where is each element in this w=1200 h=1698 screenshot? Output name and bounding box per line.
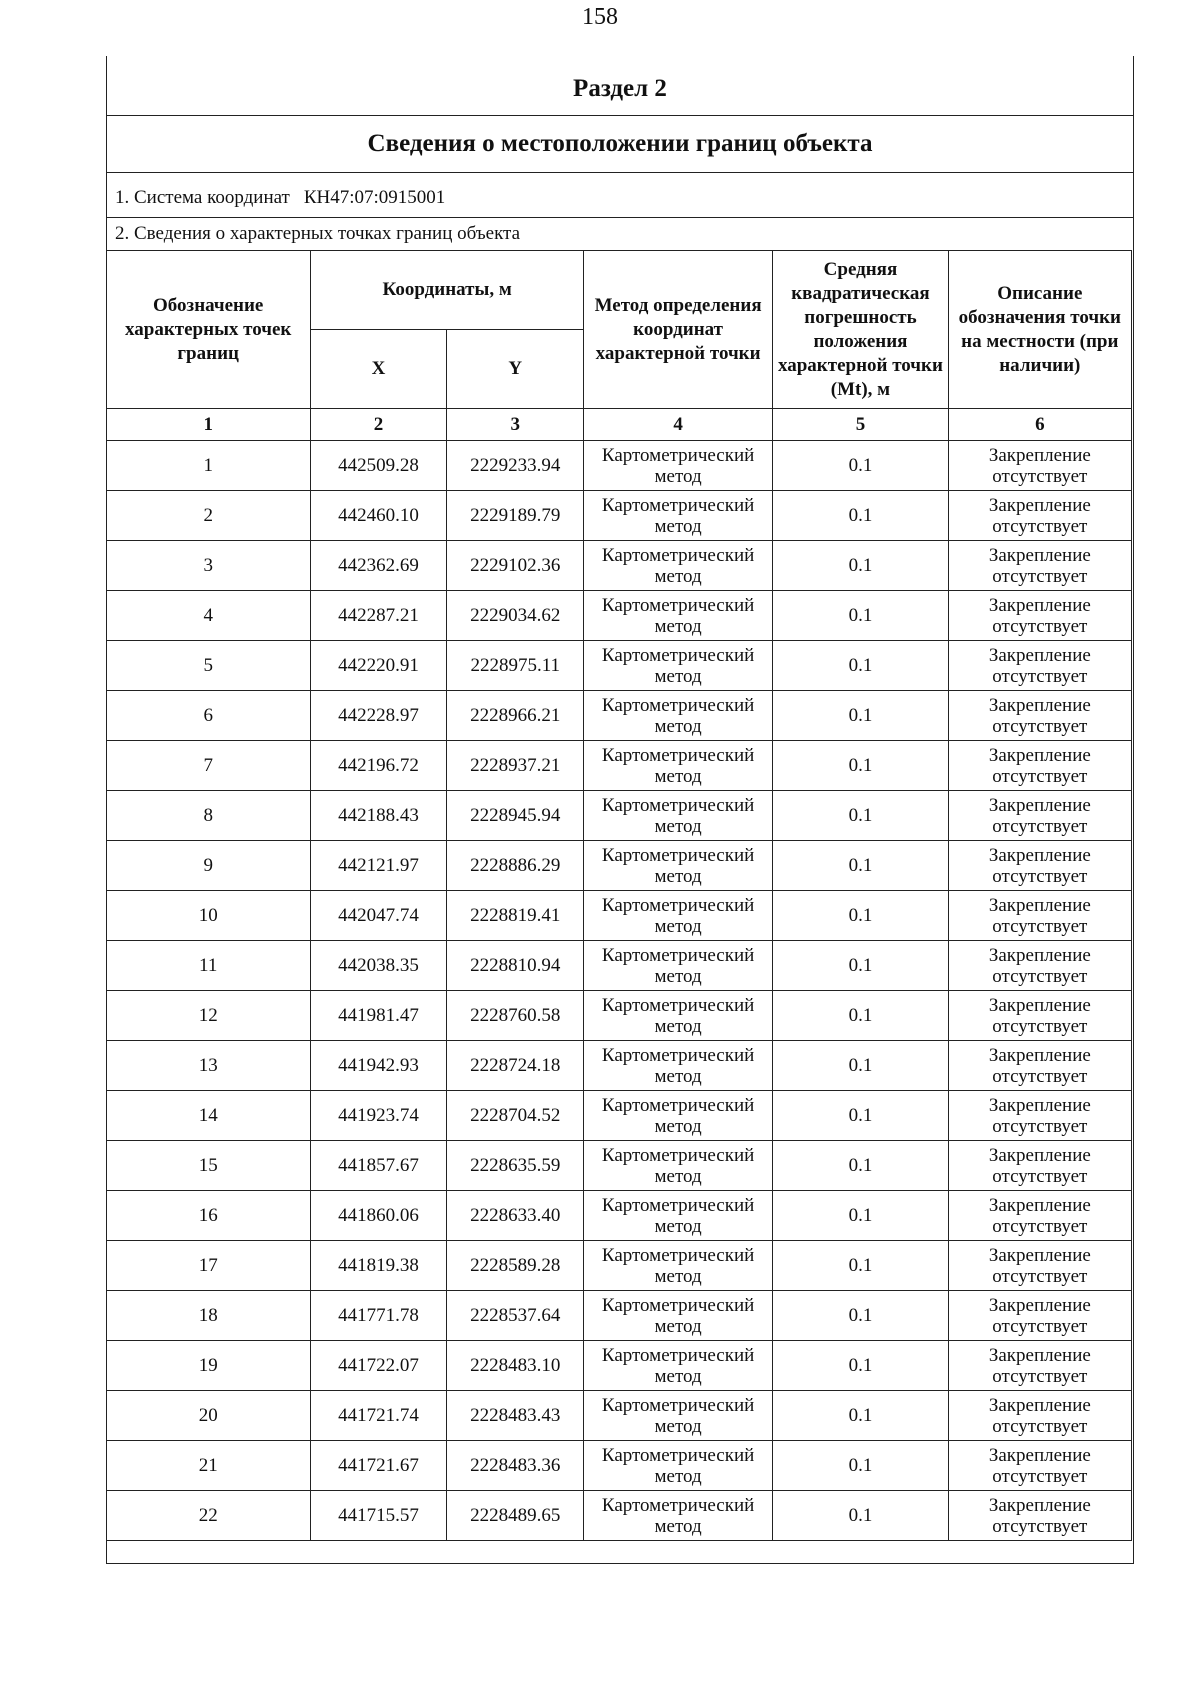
header-coordinates: Координаты, м [310, 251, 584, 330]
cell-y: 2229233.94 [447, 441, 584, 491]
cell-y: 2228724.18 [447, 1041, 584, 1091]
cell-method: Картометрический метод [584, 1091, 772, 1141]
cell-mt: 0.1 [772, 691, 948, 741]
cell-method: Картометрический метод [584, 641, 772, 691]
cell-method: Картометрический метод [584, 1441, 772, 1491]
cell-description: Закрепление отсутствует [949, 791, 1131, 841]
table-row [106, 1141, 1131, 1191]
cell-mt: 0.1 [772, 441, 948, 491]
cell-method: Картометрический метод [584, 1341, 772, 1391]
table-row [106, 491, 1131, 541]
table-row [106, 1291, 1131, 1341]
cell-mt: 0.1 [772, 1241, 948, 1291]
table-row [106, 1241, 1131, 1291]
cell-y: 2228537.64 [447, 1291, 584, 1341]
cell-mt: 0.1 [772, 741, 948, 791]
cell-description: Закрепление отсутствует [949, 491, 1131, 541]
column-number: 6 [949, 409, 1131, 441]
column-number: 2 [310, 409, 446, 441]
cell-mt: 0.1 [772, 641, 948, 691]
table-row [106, 1441, 1131, 1491]
cell-x: 441819.38 [310, 1241, 446, 1291]
cell-method: Картометрический метод [584, 1241, 772, 1291]
cell-mt: 0.1 [772, 791, 948, 841]
cell-method: Картометрический метод [584, 691, 772, 741]
cell-mt: 0.1 [772, 891, 948, 941]
cell-y: 2228633.40 [447, 1191, 584, 1241]
cell-description: Закрепление отсутствует [949, 891, 1131, 941]
cell-x: 441923.74 [310, 1091, 446, 1141]
cell-x: 442362.69 [310, 541, 446, 591]
header-mt: Средняя квадратическая погрешность положения характерной точки (Mt), м [772, 251, 948, 409]
cell-x: 441715.57 [310, 1491, 446, 1541]
cell-mt: 0.1 [772, 491, 948, 541]
cell-x: 441721.74 [310, 1391, 446, 1441]
cell-x: 441721.67 [310, 1441, 446, 1491]
cell-point-number: 2 [106, 491, 310, 541]
cell-y: 2228589.28 [447, 1241, 584, 1291]
column-number: 4 [584, 409, 772, 441]
cell-y: 2228483.10 [447, 1341, 584, 1391]
cell-x: 442509.28 [310, 441, 446, 491]
cell-mt: 0.1 [772, 1391, 948, 1441]
points-table-body [106, 441, 1131, 1541]
cell-y: 2228483.43 [447, 1391, 584, 1441]
cell-x: 442047.74 [310, 891, 446, 941]
cell-point-number: 8 [106, 791, 310, 841]
cell-y: 2228810.94 [447, 941, 584, 991]
cell-method: Картометрический метод [584, 741, 772, 791]
cell-y: 2229102.36 [447, 541, 584, 591]
cell-method: Картометрический метод [584, 891, 772, 941]
cell-description: Закрепление отсутствует [949, 1141, 1131, 1191]
table-row [106, 941, 1131, 991]
section-title: Раздел 2 [107, 56, 1133, 116]
table-row [106, 441, 1131, 491]
cell-y: 2228489.65 [447, 1491, 584, 1541]
cell-point-number: 21 [106, 1441, 310, 1491]
object-title: Сведения о местоположении границ объекта [107, 116, 1133, 173]
cell-description: Закрепление отсутствует [949, 1491, 1131, 1541]
cell-point-number: 9 [106, 841, 310, 891]
cell-description: Закрепление отсутствует [949, 1441, 1131, 1491]
cell-point-number: 20 [106, 1391, 310, 1441]
cell-method: Картометрический метод [584, 991, 772, 1041]
coord-system-line [107, 173, 1133, 218]
cell-point-number: 7 [106, 741, 310, 791]
table-row [106, 1341, 1131, 1391]
header-point-designation: Обозначение характерных точек границ [106, 251, 310, 409]
cell-mt: 0.1 [772, 941, 948, 991]
cell-point-number: 19 [106, 1341, 310, 1391]
cell-point-number: 5 [106, 641, 310, 691]
cell-description: Закрепление отсутствует [949, 441, 1131, 491]
cell-description: Закрепление отсутствует [949, 641, 1131, 691]
cell-description: Закрепление отсутствует [949, 541, 1131, 591]
table-row [106, 1391, 1131, 1441]
header-method: Метод определения координат характерной точки [584, 251, 772, 409]
cell-y: 2228635.59 [447, 1141, 584, 1191]
table-row [106, 841, 1131, 891]
cell-point-number: 6 [106, 691, 310, 741]
cell-mt: 0.1 [772, 1441, 948, 1491]
page-number: 158 [582, 4, 618, 30]
cell-method: Картометрический метод [584, 541, 772, 591]
cell-x: 442220.91 [310, 641, 446, 691]
cell-description: Закрепление отсутствует [949, 991, 1131, 1041]
cell-mt: 0.1 [772, 1291, 948, 1341]
cell-method: Картометрический метод [584, 491, 772, 541]
cell-mt: 0.1 [772, 1191, 948, 1241]
cell-point-number: 10 [106, 891, 310, 941]
cell-x: 441722.07 [310, 1341, 446, 1391]
cell-method: Картометрический метод [584, 1041, 772, 1091]
cell-point-number: 14 [106, 1091, 310, 1141]
table-row [106, 591, 1131, 641]
cell-description: Закрепление отсутствует [949, 591, 1131, 641]
coord-system-value: КН47:07:0915001 [303, 187, 446, 208]
cell-method: Картометрический метод [584, 441, 772, 491]
cell-x: 442228.97 [310, 691, 446, 741]
cell-mt: 0.1 [772, 541, 948, 591]
table-row [106, 1091, 1131, 1141]
cell-point-number: 3 [106, 541, 310, 591]
cell-y: 2228760.58 [447, 991, 584, 1041]
cell-point-number: 12 [106, 991, 310, 1041]
cell-x: 441981.47 [310, 991, 446, 1041]
cell-x: 442460.10 [310, 491, 446, 541]
cell-y: 2228937.21 [447, 741, 584, 791]
table-row [106, 1041, 1131, 1091]
cell-method: Картометрический метод [584, 591, 772, 641]
cell-mt: 0.1 [772, 1041, 948, 1091]
cell-x: 442287.21 [310, 591, 446, 641]
cell-x: 442038.35 [310, 941, 446, 991]
table-row [106, 1491, 1131, 1541]
cell-method: Картометрический метод [584, 1141, 772, 1191]
cell-y: 2228819.41 [447, 891, 584, 941]
cell-y: 2228886.29 [447, 841, 584, 891]
header-description: Описание обозначения точки на местности (при наличии) [949, 251, 1131, 409]
table-row [106, 691, 1131, 741]
cell-y: 2229034.62 [447, 591, 584, 641]
cell-method: Картометрический метод [584, 1391, 772, 1441]
cell-x: 441942.93 [310, 1041, 446, 1091]
cell-description: Закрепление отсутствует [949, 1041, 1131, 1091]
cell-x: 442121.97 [310, 841, 446, 891]
cell-mt: 0.1 [772, 841, 948, 891]
cell-x: 441857.67 [310, 1141, 446, 1191]
cell-point-number: 17 [106, 1241, 310, 1291]
cell-point-number: 18 [106, 1291, 310, 1341]
cell-y: 2228966.21 [447, 691, 584, 741]
cell-method: Картометрический метод [584, 1491, 772, 1541]
cell-point-number: 11 [106, 941, 310, 991]
cell-x: 441771.78 [310, 1291, 446, 1341]
table-empty-footer-row [107, 1541, 1133, 1564]
cell-x: 442196.72 [310, 741, 446, 791]
cell-description: Закрепление отсутствует [949, 1291, 1131, 1341]
cell-method: Картометрический метод [584, 1291, 772, 1341]
cell-mt: 0.1 [772, 1491, 948, 1541]
column-number: 1 [106, 409, 310, 441]
column-number-row [106, 409, 1131, 441]
header-x: X [310, 330, 446, 409]
cell-method: Картометрический метод [584, 941, 772, 991]
table-row [106, 791, 1131, 841]
column-number: 3 [447, 409, 584, 441]
cell-mt: 0.1 [772, 991, 948, 1041]
table-row [106, 641, 1131, 691]
cell-method: Картометрический метод [584, 791, 772, 841]
cell-mt: 0.1 [772, 1341, 948, 1391]
table-row [106, 1191, 1131, 1241]
cell-point-number: 16 [106, 1191, 310, 1241]
table-row [106, 891, 1131, 941]
cell-method: Картометрический метод [584, 1191, 772, 1241]
cell-description: Закрепление отсутствует [949, 1341, 1131, 1391]
document-frame [106, 56, 1134, 1564]
coord-system-label: 1. Система координат [115, 187, 290, 208]
cell-x: 442188.43 [310, 791, 446, 841]
cell-method: Картометрический метод [584, 841, 772, 891]
cell-description: Закрепление отсутствует [949, 1191, 1131, 1241]
table-row [106, 541, 1131, 591]
points-caption: 2. Сведения о характерных точках границ объекта [115, 223, 521, 244]
cell-point-number: 13 [106, 1041, 310, 1091]
cell-point-number: 1 [106, 441, 310, 491]
cell-description: Закрепление отсутствует [949, 841, 1131, 891]
header-y: Y [447, 330, 584, 409]
cell-description: Закрепление отсутствует [949, 1241, 1131, 1291]
cell-y: 2228704.52 [447, 1091, 584, 1141]
cell-y: 2228483.36 [447, 1441, 584, 1491]
cell-mt: 0.1 [772, 1141, 948, 1191]
cell-point-number: 15 [106, 1141, 310, 1191]
cell-y: 2229189.79 [447, 491, 584, 541]
cell-mt: 0.1 [772, 1091, 948, 1141]
cell-description: Закрепление отсутствует [949, 741, 1131, 791]
cell-y: 2228975.11 [447, 641, 584, 691]
table-header-row [106, 251, 1131, 330]
cell-description: Закрепление отсутствует [949, 1391, 1131, 1441]
cell-description: Закрепление отсутствует [949, 1091, 1131, 1141]
cell-point-number: 22 [106, 1491, 310, 1541]
points-table [106, 250, 1132, 1541]
column-number: 5 [772, 409, 948, 441]
cell-point-number: 4 [106, 591, 310, 641]
cell-description: Закрепление отсутствует [949, 941, 1131, 991]
cell-y: 2228945.94 [447, 791, 584, 841]
cell-description: Закрепление отсутствует [949, 691, 1131, 741]
cell-x: 441860.06 [310, 1191, 446, 1241]
table-row [106, 741, 1131, 791]
cell-mt: 0.1 [772, 591, 948, 641]
table-row [106, 991, 1131, 1041]
